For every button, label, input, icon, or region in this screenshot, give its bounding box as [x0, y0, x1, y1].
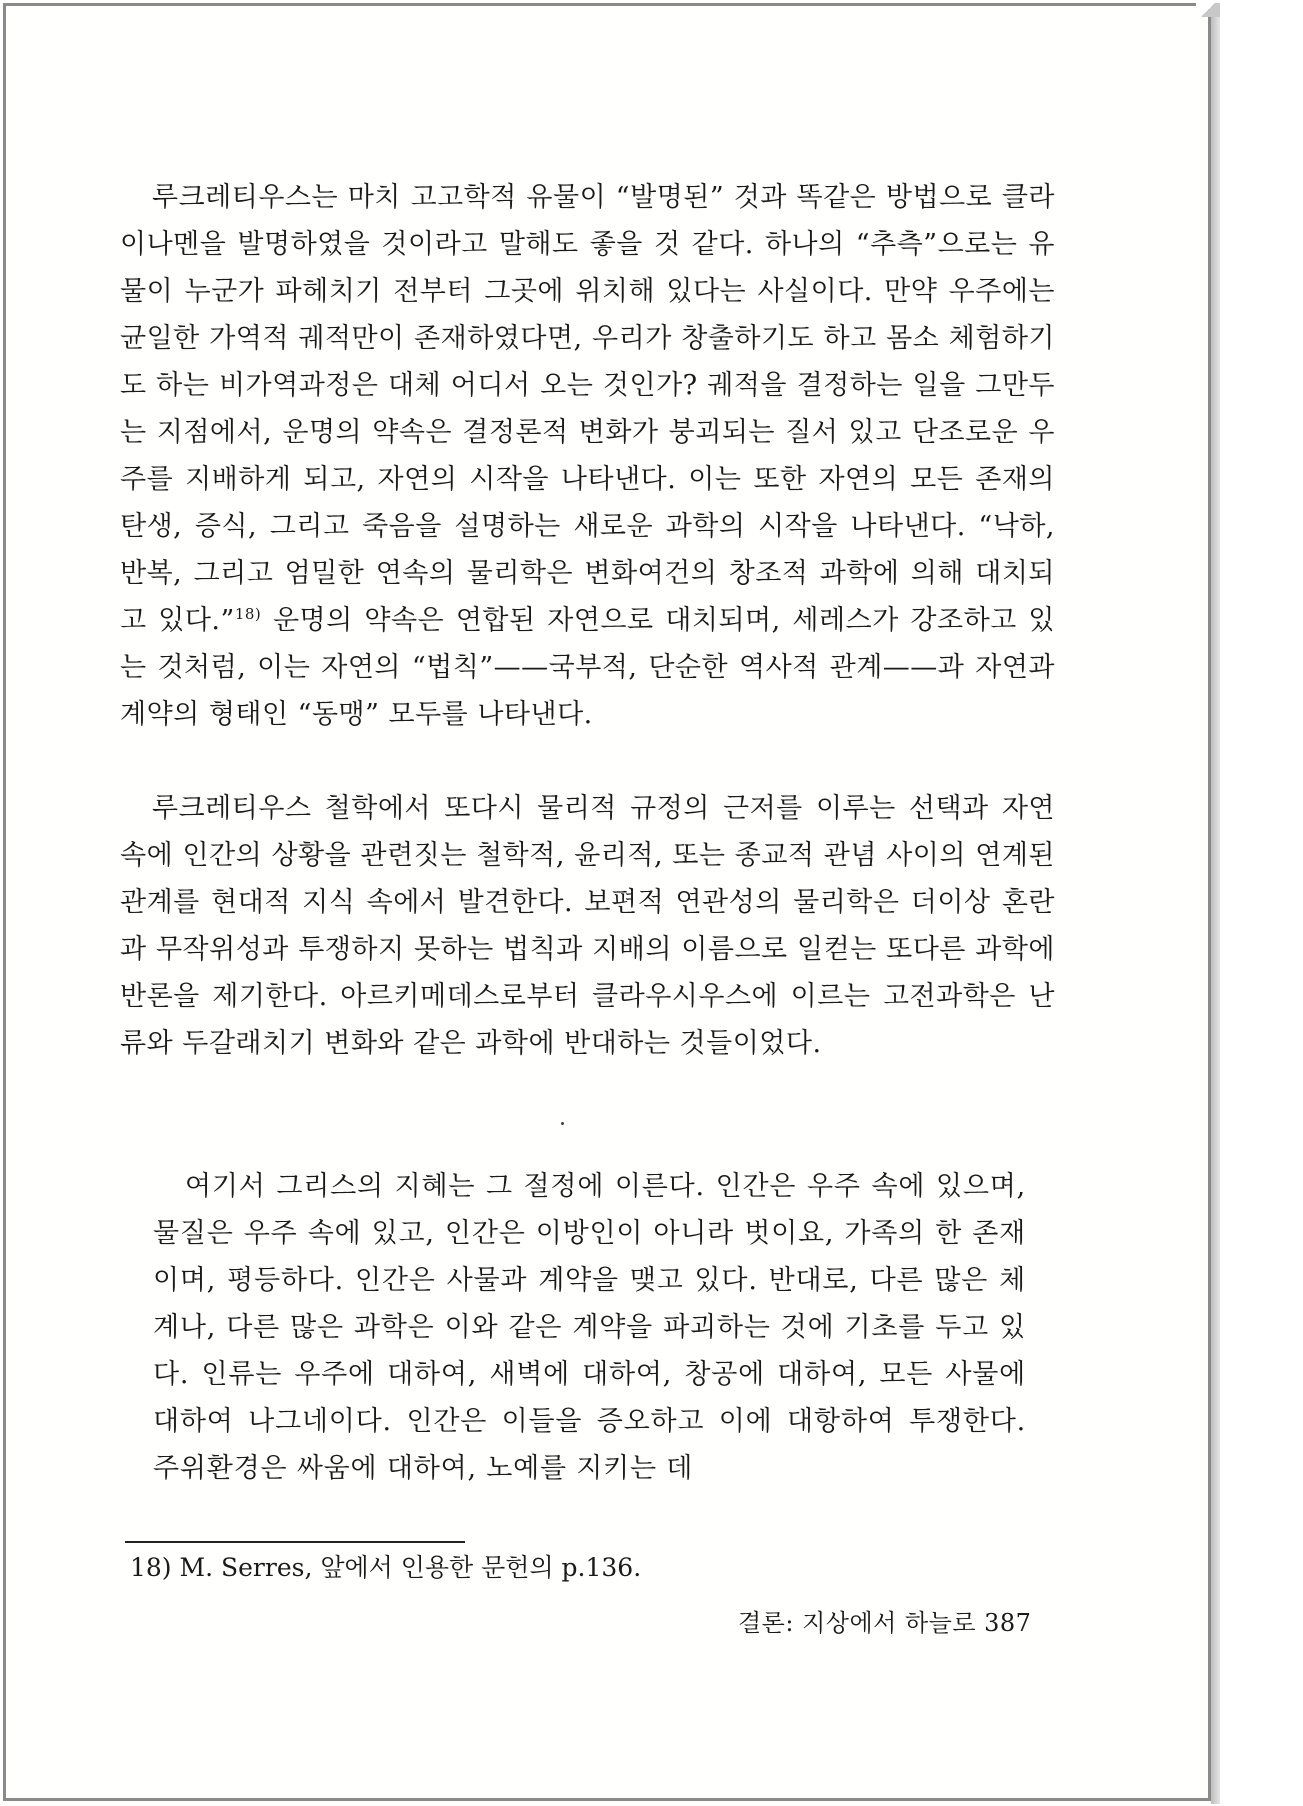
- paragraph-1: [120, 174, 1055, 738]
- footnote: 18) M. Serres, 앞에서 인용한 문헌의 p.136.: [130, 1553, 642, 1582]
- page-edge-shadow: [1211, 12, 1220, 1804]
- page-corner: [1196, 3, 1220, 17]
- running-footer-page-number: 결론: 지상에서 하늘로 387: [738, 1609, 1032, 1637]
- paragraph-1-continued: 운명의 약속은 연합된 자연으로 대치되며, 세레스가 강조하고 있는 것처럼, 이는 자연의 “법칙”——국부적, 단순한 역사적 관계——과 자연과 계약의 형태인 “동맹” 모두를 나타낸다.: [120, 605, 1056, 730]
- paragraph-2: 루크레티우스 철학에서 또다시 물리적 규정의 근저를 이루는 선택과 자연 속에 인간의 상황을 관련짓는 철학적, 윤리적, 또는 종교적 관념 사이의 연계된 관계를 현대적 지식 속에서 발견한다. 보편적 연관성의 물리학은 더이상 혼란과 무작위성과 투쟁하지 못하는 법칙과 지배의 이름으로 일컫는 또다른 과학에 반론을 제기한다. 아르키메데스로부터 클라우시우스에 이르는 고전과학은 난류와 두갈래치기 변화와 같은 과학에 반대하는 것들이었다.: [120, 793, 1055, 1059]
- paragraph-1-text: 루크레티우스는 마치 고고학적 유물이 “발명된” 것과 똑같은 방법으로 클라이나멘을 발명하였을 것이라고 말해도 좋을 것 같다. 하나의 “추측”으로는 유물이 누군가 파헤치기 전부터 그곳에 위치해 있다는 사실이다. 만약 우주에는 균일한 가역적 궤적만이 존재하였다면, 우리가 창출하기도 하고 몸소 체험하기도 하는 비가역과정은 대체 어디서 오는 것인가? 궤적을 결정하는 일을 그만두는 지점에서, 운명의 약속은 결정론적 변화가 붕괴되는 질서 있고 단조로운 우주를 지배하게 되고, 자연의 시작을 나타낸다. 이는 또한 자연의 모든 존재의 탄생, 증식, 그리고 죽음을 설명하는 새로운 과학의 시작을 나타낸다. “낙하, 반복, 그리고 엄밀한 연속의 물리학은 변화여건의 창조적 과학에 의해 대치되고 있다.”: [120, 182, 1055, 636]
- footnote-rule: [125, 1541, 465, 1543]
- paragraph-3: 여기서 그리스의 지혜는 그 절정에 이른다. 인간은 우주 속에 있으며, 물질은 우주 속에 있고, 인간은 이방인이 아니라 벗이요, 가족의 한 존재이며, 평등하다. 인간은 사물과 계약을 맺고 있다. 반대로, 다른 많은 체계나, 다른 많은 과학은 이와 같은 계약을 파괴하는 것에 기초를 두고 있다. 인류는 우주에 대하여, 새벽에 대하여, 창공에 대하여, 모든 사물에 대하여 나그네이다. 인간은 이들을 증오하고 이에 대항하여 투쟁한다. 주위환경은 싸움에 대하여, 노예를 지키는 데: [153, 1171, 1026, 1484]
- footnote-reference: 18): [234, 605, 262, 623]
- section-separator-dot: [561, 1122, 564, 1125]
